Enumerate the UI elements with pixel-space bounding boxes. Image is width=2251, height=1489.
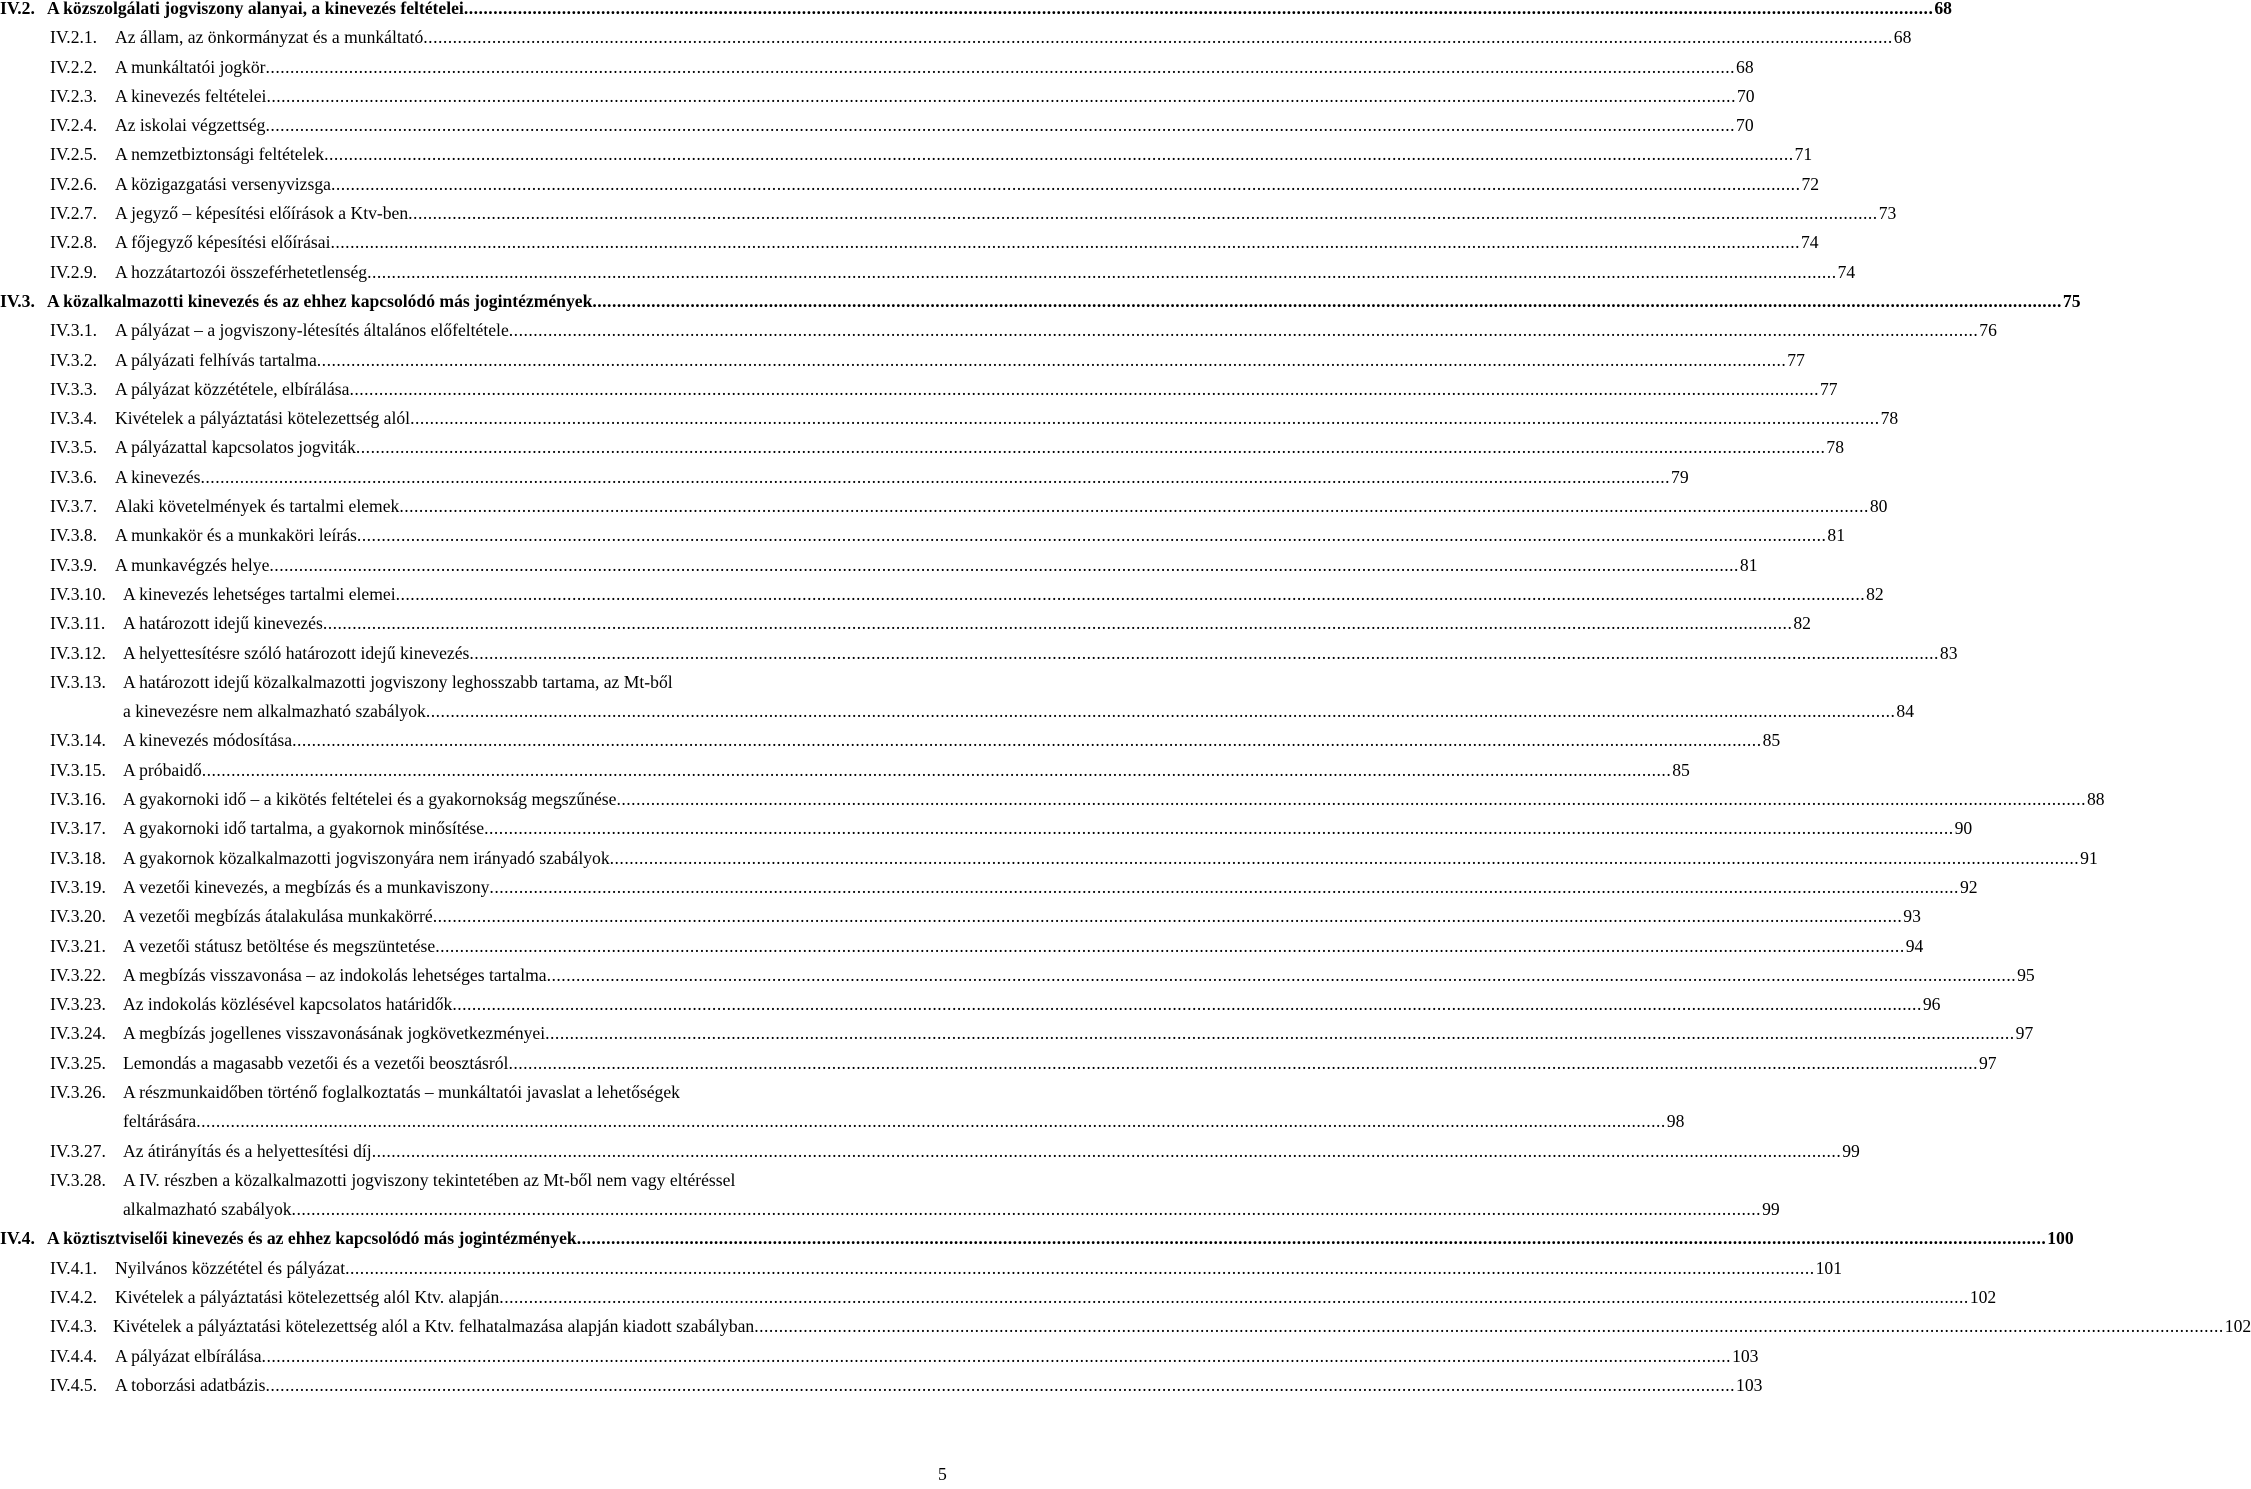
toc-entry-number: IV.3.18.: [50, 847, 106, 868]
toc-entry-number: IV.3.2.: [50, 349, 98, 370]
dot-leader: ............................................................................................................................................................................................................................................................................................................: [371, 1140, 1842, 1161]
toc-entry-number: IV.3.17.: [50, 818, 106, 839]
toc-entry-page: 82: [1866, 583, 1884, 604]
toc-entry-title: A kinevezés módosítása: [123, 730, 293, 751]
toc-entry-number: IV.3.27.: [50, 1140, 106, 1161]
toc-entry-number: IV.3.19.: [50, 876, 106, 897]
toc-entry-page: 93: [1903, 906, 1921, 927]
toc-entry-number: IV.3.11.: [50, 613, 106, 634]
toc-entry[interactable]: [0, 140, 1813, 169]
dot-leader: ............................................................................................................................................................................................................................................................................................................: [754, 1316, 2224, 1337]
toc-entry-title: A határozott idejű kinevezés: [123, 613, 323, 634]
toc-entry-title: A helyettesítésre szóló határozott idejű kinevezés: [123, 642, 470, 663]
toc-entry-number: IV.3.28.: [50, 1169, 106, 1190]
toc-entry[interactable]: [0, 228, 1819, 257]
toc-entry-title: a kinevezésre nem alkalmazható szabályok: [123, 701, 426, 722]
toc-entry-page: 70: [1736, 115, 1754, 136]
toc-entry-number: IV.3.5.: [50, 437, 98, 458]
toc-entry-page: 101: [1815, 1257, 1843, 1278]
toc-entry[interactable]: [0, 1342, 1759, 1371]
dot-leader: ............................................................................................................................................................................................................................................................................................................: [576, 1228, 2047, 1249]
toc-entry-title: A gyakornoki idő – a kikötés feltételei és a gyakornokság megszűnése: [123, 789, 617, 810]
toc-entry[interactable]: [0, 814, 1973, 843]
toc-entry[interactable]: [0, 170, 1820, 199]
toc-entry-number: IV.3.14.: [50, 730, 106, 751]
toc-entry-title: A pályázat – a jogviszony-létesítés általános előfeltétele: [115, 320, 509, 341]
toc-entry-number: IV.3.3.: [50, 378, 98, 399]
toc-entry-title: A közszolgálati jogviszony alanyai, a kinevezés feltételei: [47, 0, 464, 18]
toc-entry[interactable]: [0, 932, 1924, 961]
toc-entry-title-line1: A IV. részben a közalkalmazotti jogviszony tekintetében az Mt-ből nem vagy eltéréssel: [123, 1169, 736, 1190]
toc-entry-number: IV.2.7.: [50, 203, 98, 224]
toc-entry-page: 74: [1801, 232, 1819, 253]
toc-entry[interactable]: [0, 0, 1952, 23]
toc-entry[interactable]: [0, 873, 1978, 902]
toc-entry[interactable]: [0, 668, 1914, 727]
toc-entry-page: 103: [1736, 1374, 1763, 1395]
dot-leader: ............................................................................................................................................................................................................................................................................................................: [508, 1052, 1978, 1073]
dot-leader: ............................................................................................................................................................................................................................................................................................................: [399, 496, 1869, 517]
toc-entry-title: A köztisztviselői kinevezés és az ehhez kapcsolódó más jogintézmények: [47, 1228, 577, 1249]
toc-entry[interactable]: [0, 1224, 2074, 1253]
toc-entry-title: A munkavégzés helye: [115, 554, 270, 575]
toc-entry-page: 84: [1896, 701, 1914, 722]
toc-entry-title: A gyakornok közalkalmazotti jogviszonyára nem irányadó szabályok: [123, 847, 610, 868]
toc-entry-number: IV.4.4.: [50, 1345, 98, 1366]
toc-entry-page: 97: [2015, 1023, 2034, 1044]
dot-leader: ............................................................................................................................................................................................................................................................................................................: [408, 203, 1878, 224]
dot-leader: ............................................................................................................................................................................................................................................................................................................: [201, 759, 1672, 780]
toc-entry-page: 70: [1736, 85, 1755, 106]
dot-leader: ............................................................................................................................................................................................................................................................................................................: [425, 701, 1896, 722]
toc-entry-page: 99: [1842, 1140, 1860, 1161]
toc-entry-title: Nyilvános közzététel és pályázat: [115, 1257, 346, 1278]
toc-entry-title: A pályázat közzététele, elbírálása: [115, 378, 350, 399]
toc-entry[interactable]: [0, 492, 1888, 521]
toc-entry[interactable]: [0, 580, 1884, 609]
toc-entry-number: IV.2.5.: [50, 144, 98, 165]
toc-entry-title: A kinevezés lehetséges tartalmi elemei: [123, 583, 396, 604]
dot-leader: ............................................................................................................................................................................................................................................................................................................: [499, 1287, 1969, 1308]
toc-entry[interactable]: [0, 756, 1690, 785]
toc-entry-number: IV.4.3.: [50, 1316, 98, 1337]
toc-entry-page: 94: [1905, 935, 1924, 956]
toc-entry-title-line1: A határozott idejű közalkalmazotti jogviszony leghosszabb tartama, az Mt-ből: [123, 671, 673, 692]
toc-entry-number: IV.3.25.: [50, 1052, 106, 1073]
toc-entry-page: 75: [2062, 290, 2081, 311]
toc-entry-number: IV.3.6.: [50, 466, 98, 487]
toc-entry-title: A pályázati felhívás tartalma: [115, 349, 317, 370]
toc-entry-number: IV.3.16.: [50, 789, 106, 810]
toc-entry[interactable]: [0, 1312, 2251, 1341]
dot-leader: ............................................................................................................................................................................................................................................................................................................: [322, 613, 1793, 634]
toc-entry-title: feltárására: [123, 1111, 197, 1132]
dot-leader: ............................................................................................................................................................................................................................................................................................................: [261, 1345, 1732, 1366]
toc-entry-page: 82: [1793, 613, 1811, 634]
toc-entry[interactable]: [0, 521, 1845, 550]
toc-entry-number: IV.2.1.: [50, 27, 98, 48]
toc-entry-page: 99: [1762, 1199, 1780, 1220]
toc-entry-page: 73: [1878, 203, 1897, 224]
dot-leader: ............................................................................................................................................................................................................................................................................................................: [291, 1199, 1762, 1220]
toc-entry[interactable]: [0, 1137, 1860, 1166]
toc-entry-page: 76: [1979, 320, 1997, 341]
toc-entry-page: 90: [1954, 818, 1973, 839]
toc-entry-title: A vezetői kinevezés, a megbízás és a munkaviszony: [123, 876, 490, 897]
toc-entry-title: Kivételek a pályáztatási kötelezettség alól: [115, 408, 411, 429]
toc-entry-page: 92: [1959, 876, 1978, 897]
dot-leader: ............................................................................................................................................................................................................................................................................................................: [508, 320, 1979, 341]
toc-entry[interactable]: [0, 961, 2035, 990]
toc-entry-number: IV.2.4.: [50, 115, 98, 136]
toc-entry-page: 72: [1801, 173, 1820, 194]
toc-entry-title: Az iskolai végzettség: [115, 115, 266, 136]
toc-entry-title: Lemondás a magasabb vezetői és a vezetői beosztásról: [123, 1052, 509, 1073]
toc-entry[interactable]: [0, 404, 1899, 433]
toc-entry-page: 102: [2224, 1316, 2251, 1337]
toc-entry-title: A kinevezés feltételei: [115, 85, 267, 106]
toc-entry-title: A toborzási adatbázis: [115, 1374, 266, 1395]
dot-leader: ............................................................................................................................................................................................................................................................................................................: [545, 1023, 2015, 1044]
dot-leader: ............................................................................................................................................................................................................................................................................................................: [546, 964, 2017, 985]
toc-entry-title: A jegyző – képesítési előírások a Ktv-ben: [115, 203, 409, 224]
toc-entry[interactable]: [0, 551, 1758, 580]
toc-entry[interactable]: [0, 346, 1805, 375]
toc-entry[interactable]: [0, 1019, 2034, 1048]
toc-entry-number: IV.2.9.: [50, 261, 98, 282]
toc-entry-number: IV.2.3.: [50, 85, 98, 106]
toc-entry-title-line1: A részmunkaidőben történő foglalkoztatás – munkáltatói javaslat a lehetőségek: [123, 1081, 680, 1102]
dot-leader: ............................................................................................................................................................................................................................................................................................................: [349, 378, 1819, 399]
toc-entry-page: 71: [1794, 144, 1813, 165]
toc-entry-title: A pályázat elbírálása: [115, 1345, 262, 1366]
dot-leader: ............................................................................................................................................................................................................................................................................................................: [484, 818, 1954, 839]
dot-leader: ............................................................................................................................................................................................................................................................................................................: [269, 554, 1739, 575]
toc-entry-number: IV.3.22.: [50, 964, 106, 985]
toc-entry-title: A munkáltatói jogkör: [115, 56, 266, 77]
toc-entry[interactable]: [0, 23, 1912, 52]
toc-entry-title: A gyakornoki idő tartalma, a gyakornok minősítése: [123, 818, 485, 839]
toc-entry-page: 78: [1826, 437, 1844, 458]
toc-entry-title: A kinevezés: [115, 466, 201, 487]
toc-entry-page: 77: [1819, 378, 1838, 399]
toc-entry-number: IV.3.12.: [50, 642, 106, 663]
toc-entry-number: IV.3.7.: [50, 496, 98, 517]
toc-entry[interactable]: [0, 639, 1958, 668]
toc-entry-title: A munkakör és a munkaköri leírás: [115, 525, 357, 546]
toc-entry-page: 77: [1787, 349, 1805, 370]
toc-entry-page: 81: [1739, 554, 1758, 575]
toc-entry[interactable]: [0, 1371, 1763, 1400]
toc-entry-title: alkalmazható szabályok: [123, 1199, 292, 1220]
dot-leader: ............................................................................................................................................................................................................................................................................................................: [330, 173, 1801, 194]
toc-entry-page: 100: [2047, 1228, 2074, 1249]
dot-leader: ............................................................................................................................................................................................................................................................................................................: [265, 115, 1736, 136]
toc-entry-page: 74: [1837, 261, 1856, 282]
toc-entry-page: 68: [1736, 56, 1754, 77]
dot-leader: ............................................................................................................................................................................................................................................................................................................: [292, 730, 1762, 751]
toc-entry-title: A próbaidő: [123, 759, 202, 780]
toc-entry-number: IV.3.9.: [50, 554, 98, 575]
dot-leader: ............................................................................................................................................................................................................................................................................................................: [266, 85, 1736, 106]
toc-entry-number: IV.3.1.: [50, 320, 98, 341]
toc-entry-page: 80: [1869, 496, 1888, 517]
toc-entry-title: A pályázattal kapcsolatos jogviták: [115, 437, 356, 458]
toc-entry-number: IV.2.6.: [50, 173, 98, 194]
toc-entry[interactable]: [0, 1254, 1843, 1283]
toc-entry[interactable]: [0, 1283, 1997, 1312]
toc-entry-number: IV.3.26.: [50, 1081, 106, 1102]
dot-leader: ............................................................................................................................................................................................................................................................................................................: [616, 789, 2086, 810]
toc-entry-number: IV.3.21.: [50, 935, 106, 956]
toc-entry-number: IV.3.15.: [50, 759, 106, 780]
toc-entry-number: IV.4.: [0, 1228, 35, 1249]
toc-entry[interactable]: [0, 726, 1781, 755]
toc-entry-title: A közigazgatási versenyvizsga: [115, 173, 331, 194]
toc-entry-title: Alaki követelmények és tartalmi elemek: [115, 496, 400, 517]
dot-leader: ............................................................................................................................................................................................................................................................................................................: [355, 437, 1826, 458]
toc-entry-title: A megbízás jogellenes visszavonásának jogkövetkezményei: [123, 1023, 546, 1044]
toc-entry[interactable]: [0, 316, 1997, 345]
toc-entry-number: IV.4.5.: [50, 1374, 98, 1395]
toc-entry-title: A nemzetbiztonsági feltételek: [115, 144, 325, 165]
toc-entry[interactable]: [0, 375, 1838, 404]
toc-entry[interactable]: [0, 433, 1844, 462]
toc-entry[interactable]: [0, 902, 1921, 931]
dot-leader: ............................................................................................................................................................................................................................................................................................................: [423, 27, 1893, 48]
toc-entry[interactable]: [0, 258, 1856, 287]
toc-entry-page: 95: [2017, 964, 2035, 985]
dot-leader: ............................................................................................................................................................................................................................................................................................................: [324, 144, 1794, 165]
toc-entry[interactable]: [0, 609, 1811, 638]
toc-entry[interactable]: [0, 82, 1755, 111]
toc-entry-title: A megbízás visszavonása – az indokolás lehetséges tartalma: [123, 964, 547, 985]
toc-entry[interactable]: [0, 1166, 1780, 1225]
toc-entry-title: A vezetői státusz betöltése és megszüntetése: [123, 935, 436, 956]
toc-entry-number: IV.4.1.: [50, 1257, 98, 1278]
toc-entry-title: A közalkalmazotti kinevezés és az ehhez kapcsolódó más jogintézmények: [47, 290, 593, 311]
toc-entry[interactable]: [0, 785, 2105, 814]
toc-entry-title: A főjegyző képesítési előírásai: [115, 232, 331, 253]
dot-leader: ............................................................................................................................................................................................................................................................................................................: [265, 1374, 1736, 1395]
toc-entry[interactable]: [0, 111, 1754, 140]
toc-entry-page: 79: [1671, 466, 1689, 487]
toc-entry-number: IV.3.4.: [50, 408, 98, 429]
dot-leader: ............................................................................................................................................................................................................................................................................................................: [395, 583, 1866, 604]
toc-entry-title: A hozzátartozói összeférhetetlenség: [115, 261, 368, 282]
dot-leader: ............................................................................................................................................................................................................................................................................................................: [196, 1111, 1666, 1132]
toc-entry[interactable]: [0, 844, 2098, 873]
toc-entry-number: IV.3.: [0, 290, 35, 311]
toc-entry[interactable]: [0, 990, 1941, 1019]
toc-entry-page: 102: [1969, 1287, 1997, 1308]
dot-leader: ............................................................................................................................................................................................................................................................................................................: [609, 847, 2080, 868]
dot-leader: ............................................................................................................................................................................................................................................................................................................: [410, 408, 1880, 429]
dot-leader: ............................................................................................................................................................................................................................................................................................................: [330, 232, 1800, 253]
dot-leader: ............................................................................................................................................................................................................................................................................................................: [367, 261, 1837, 282]
toc-entry-page: 68: [1934, 0, 1952, 18]
toc-entry-page: 91: [2080, 847, 2098, 868]
toc-entry-page: 85: [1672, 759, 1690, 780]
toc-entry-title: Az átirányítás és a helyettesítési díj: [123, 1140, 372, 1161]
dot-leader: ............................................................................................................................................................................................................................................................................................................: [469, 642, 1939, 663]
dot-leader: ............................................................................................................................................................................................................................................................................................................: [316, 349, 1787, 370]
toc-entry-page: 78: [1880, 408, 1899, 429]
dot-leader: ............................................................................................................................................................................................................................................................................................................: [356, 525, 1827, 546]
toc-entry-number: IV.2.2.: [50, 56, 98, 77]
dot-leader: ............................................................................................................................................................................................................................................................................................................: [432, 906, 1903, 927]
toc-entry-number: IV.3.13.: [50, 671, 106, 692]
toc-entry-number: IV.2.8.: [50, 232, 98, 253]
toc-entry-number: IV.4.2.: [50, 1287, 98, 1308]
toc-entry[interactable]: [0, 1049, 1997, 1078]
dot-leader: ............................................................................................................................................................................................................................................................................................................: [463, 0, 1934, 18]
toc-entry[interactable]: [0, 287, 2081, 316]
toc-entry[interactable]: [0, 53, 1754, 82]
toc-entry-number: IV.3.24.: [50, 1023, 106, 1044]
toc-entry-page: 83: [1939, 642, 1958, 663]
toc-entry-page: 68: [1893, 27, 1912, 48]
toc-entry-number: IV.3.20.: [50, 906, 106, 927]
dot-leader: ............................................................................................................................................................................................................................................................................................................: [200, 466, 1671, 487]
toc-entry-title: A vezetői megbízás átalakulása munkakörré: [123, 906, 433, 927]
toc-entry-page: 98: [1666, 1111, 1685, 1132]
toc-entry-number: IV.3.23.: [50, 994, 106, 1015]
toc-entry-number: IV.3.10.: [50, 583, 106, 604]
dot-leader: ............................................................................................................................................................................................................................................................................................................: [265, 56, 1736, 77]
toc-entry-title: Kivételek a pályáztatási kötelezettség alól a Ktv. felhatalmazása alapján kiadott szabályban: [113, 1316, 755, 1337]
toc-entry-page: 96: [1922, 994, 1941, 1015]
toc-entry-number: IV.2.: [0, 0, 35, 18]
toc-entry-page: 85: [1762, 730, 1781, 751]
dot-leader: ............................................................................................................................................................................................................................................................................................................: [345, 1257, 1815, 1278]
dot-leader: ............................................................................................................................................................................................................................................................................................................: [489, 876, 1959, 897]
toc-entry[interactable]: [0, 1078, 1685, 1137]
dot-leader: ............................................................................................................................................................................................................................................................................................................: [452, 994, 1922, 1015]
toc-entry-page: 88: [2087, 789, 2105, 810]
toc-entry[interactable]: [0, 463, 1689, 492]
toc-entry-page: 103: [1732, 1345, 1759, 1366]
toc-entry-title: Az indokolás közlésével kapcsolatos határidők: [123, 994, 453, 1015]
toc-entry[interactable]: [0, 199, 1897, 228]
page-number: 5: [938, 1464, 947, 1484]
toc-entry-title: Kivételek a pályáztatási kötelezettség alól Ktv. alapján: [115, 1287, 500, 1308]
dot-leader: ............................................................................................................................................................................................................................................................................................................: [592, 290, 2062, 311]
toc-entry-number: IV.3.8.: [50, 525, 98, 546]
toc-entry-page: 97: [1978, 1052, 1997, 1073]
toc-entry-page: 81: [1827, 525, 1845, 546]
dot-leader: ............................................................................................................................................................................................................................................................................................................: [435, 935, 1905, 956]
toc-entry-title: Az állam, az önkormányzat és a munkáltató: [115, 27, 424, 48]
